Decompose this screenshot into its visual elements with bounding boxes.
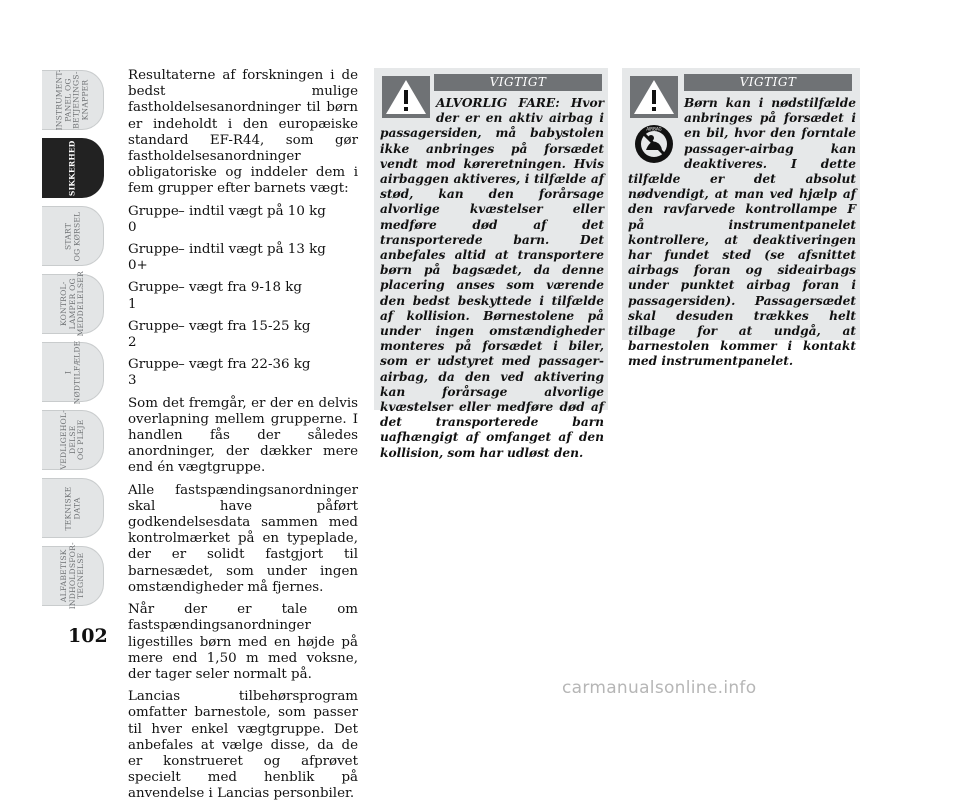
chapter-tab-line: ALFABETISK <box>58 549 68 603</box>
warning2-body: Børn kan i nødstilfælde anbringes på forsædet i en bil, hvor den forntale passager-airbag kan deaktiveres. I dette tilfælde er det absolut nødvendigt, at man ved hjælp af den ravfarvede kontrollampe F på instrumentpanelet kontrollere, at deaktiveringen har fundet sted (se afsnittet airbags foran og sideairbags under punktet airbag foran i passagersiden). Passagersædet skal desuden trækkes helt tilbage for at undgå, at barnestolen kommer i kontakt med instrumentpanelet. <box>628 96 856 369</box>
chapter-tab-label <box>56 70 90 131</box>
chapter-tab-line: SIKKERHED <box>67 140 77 196</box>
chapter-tab-line: KONTROL- <box>58 281 68 327</box>
height-paragraph: Når der er tale om fastspændingsanordninger ligestilles børn med en højde på mere end 1,50 m med voksne, der tager seler normalt på. <box>128 602 358 682</box>
chapter-tab[interactable] <box>42 342 104 402</box>
intro-paragraph: Resultaterne af forskningen i de bedst mulige fastholdelsesanordninger til børn er indeholdt i den europæiske standard EF-R44, som gør fastholdelsesanordninger obligatoriske og inddeler dem i fem grupper efter barnets vægt: <box>128 68 358 197</box>
page-number: 102 <box>68 625 108 647</box>
weight-group-desc: – indtil vægt på 13 kg <box>178 242 326 258</box>
chapter-tab-line: BETJENINGS- <box>71 71 81 129</box>
warning-text <box>628 96 856 370</box>
chapter-tab-label <box>68 140 77 196</box>
weight-group-desc: – vægt fra 22-36 kg <box>178 357 311 373</box>
chapter-tab-line: NØDTILFÆLDE <box>71 340 81 404</box>
chapter-tab-line: DELSE <box>67 425 77 455</box>
chapter-tab-line: VEDLIGEHOL- <box>58 410 68 470</box>
chapter-tab-line: OG KØRSEL <box>71 211 81 261</box>
weight-group-name: Gruppe 3 <box>128 357 179 389</box>
weight-group-name: Gruppe 2 <box>128 318 179 351</box>
weight-group-desc: – vægt fra 15-25 kg <box>178 318 311 334</box>
chapter-tab[interactable] <box>42 478 104 538</box>
overlap-paragraph: Som det fremgår, er der en delvis overlapning mellem grupperne. I handlen fås der således anordninger, der dækker mere end én vægtgruppe. <box>128 395 358 476</box>
chapter-tab-label <box>60 271 86 336</box>
chapter-tab-line: INDHOLDSFOR- <box>67 542 77 610</box>
weight-group-row <box>128 204 358 236</box>
chapter-tab-line: LAMPER OG <box>67 278 77 330</box>
weight-group-row <box>128 242 358 274</box>
warning1-body: ALVORLIG FARE: Hvor der er en aktiv airbag i passagersiden, må babystolen ikke anbringes på forsædet vendt mod køreretningen. Hvis airbaggen aktiveres, i tilfælde af stød, kan den forårsage alvorlige kvæstelser eller medføre død af det transporterede barn. Det anbefales altid at transportere børn på bagsædet, da denne placering anses som værende den bedst beskyttede i tilfælde af kollision. Børnestolene på under ingen omstændigheder monteres på forsædet i biler, som er udstyret med passager-airbag, da den ved aktivering kan forårsage alvorlige kvæstelser eller medføre død af det transporterede barn uafhængigt af omfanget af den kollision, som har udløst den. <box>380 96 604 460</box>
chapter-tab-line: OG PLEJE <box>75 419 85 461</box>
group-list <box>128 204 358 390</box>
accessories-paragraph: Lancias tilbehørsprogram omfatter barnestole, som passer til hver enkel vægtgruppe. Det anbefales at vælge disse, da de er konstrueret og afprøvet specielt med henblik på anvendelse i Lancias personbiler. <box>128 689 358 802</box>
weight-group-row <box>128 357 358 389</box>
chapter-tab[interactable] <box>42 271 104 337</box>
type-plate-paragraph: Alle fastspændingsanordninger skal have påført godkendelsesdata sammen med kontrolmærket på en typeplade, der er solidt fastgjort til barnesædet, som under ingen omstændigheder må fjernes. <box>128 482 358 595</box>
watermark: carmanualsonline.info <box>562 678 757 698</box>
weight-group-desc: – indtil vægt på 10 kg <box>178 203 326 219</box>
chapter-tab-line: TEKNISKE <box>62 486 72 530</box>
chapter-tab-label <box>60 542 86 609</box>
chapter-tab[interactable] <box>42 70 104 130</box>
warning-text <box>380 96 604 461</box>
chapter-tab-line: I <box>63 370 72 374</box>
chapter-tab[interactable] <box>42 138 104 198</box>
warning-box-severe-danger <box>374 68 608 460</box>
chapter-tabs <box>42 70 104 614</box>
weight-group-row <box>128 319 358 351</box>
chapter-tab-label <box>64 211 81 261</box>
chapter-tab-label <box>60 410 86 469</box>
weight-group-name: Gruppe 0+ <box>128 242 179 274</box>
main-text-column <box>128 68 358 809</box>
chapter-tab-line: KNAPPER <box>80 79 89 121</box>
weight-group-row <box>128 280 358 312</box>
chapter-tab-line: START <box>63 222 72 250</box>
warning-header: VIGTIGT <box>684 74 852 91</box>
chapter-tab-line: INSTRUMENT- <box>54 69 64 131</box>
airbag-icon-label: AIRBAG <box>646 126 662 132</box>
chapter-tab[interactable] <box>42 206 104 266</box>
chapter-tab[interactable] <box>42 410 104 470</box>
chapter-tab[interactable] <box>42 542 104 610</box>
chapter-tab-label <box>64 486 81 530</box>
warning-header: VIGTIGT <box>434 74 602 91</box>
chapter-tab-line: MEDDELELSER <box>75 271 85 337</box>
weight-group-name: Gruppe 1 <box>128 280 179 312</box>
warning-box-deactivate-airbag <box>622 68 860 369</box>
chapter-tab-line: DATA <box>71 496 81 520</box>
weight-group-name: Gruppe 0 <box>128 203 179 235</box>
chapter-tab-line: TEGNELSE <box>75 552 85 600</box>
weight-group-desc: – vægt fra 9-18 kg <box>178 280 302 296</box>
chapter-tab-label <box>64 340 81 404</box>
chapter-tab-line: PANEL OG <box>63 78 72 122</box>
